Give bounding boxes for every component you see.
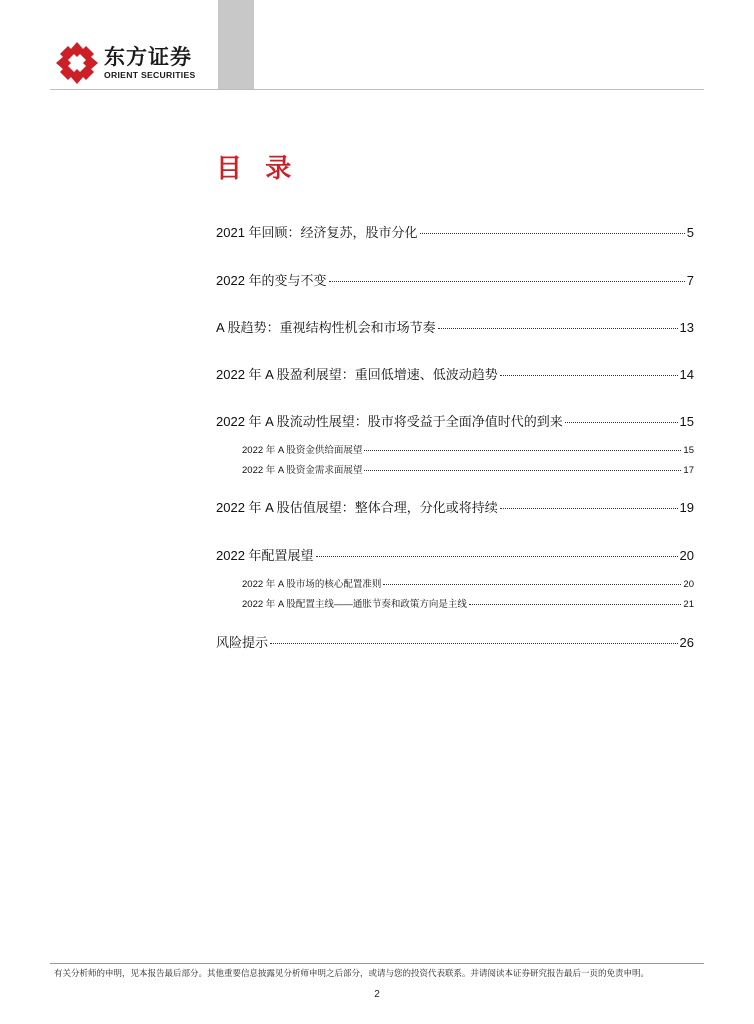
footer-disclaimer: 有关分析师的申明，见本报告最后部分。其他重要信息披露见分析师申明之后部分，或请与您的投资代表联系。并请阅读本证券研究报告最后一页的免责申明。 xyxy=(54,968,650,978)
toc-entry[interactable] xyxy=(216,545,694,564)
toc-entry[interactable] xyxy=(216,411,694,430)
company-name-en: ORIENT SECURITIES xyxy=(104,70,196,80)
toc-entry-label: 2022 年 A 股配置主线——通胀节奏和政策方向是主线 xyxy=(242,599,467,610)
toc-entry-label: 2022 年 A 股资金需求面展望 xyxy=(242,465,363,476)
toc-subentry[interactable] xyxy=(242,576,694,590)
toc-entry[interactable] xyxy=(216,317,694,336)
toc-entry-page: 14 xyxy=(679,367,694,382)
page-header xyxy=(0,0,754,90)
toc-leader-dots xyxy=(500,375,678,376)
footer-divider xyxy=(50,963,704,964)
toc-leader-dots xyxy=(438,328,678,329)
toc-entry-label: 2022 年 A 股资金供给面展望 xyxy=(242,445,363,456)
header-gray-bar xyxy=(218,0,254,90)
toc-entry-page: 7 xyxy=(686,273,694,288)
company-name-cn: 东方证券 xyxy=(104,46,192,69)
toc-leader-dots xyxy=(270,643,678,644)
toc-leader-dots xyxy=(469,604,682,605)
toc-entry-page: 20 xyxy=(679,548,694,563)
orient-logo-icon xyxy=(54,40,100,86)
page-number: 2 xyxy=(374,989,380,1000)
header-divider xyxy=(50,89,704,90)
toc-entry-label: 2022 年配置展望 xyxy=(216,548,314,563)
toc-leader-dots xyxy=(420,233,685,234)
toc-subentry[interactable] xyxy=(242,442,694,456)
toc-entry-label: 风险提示 xyxy=(216,635,269,650)
toc-leader-dots xyxy=(316,556,678,557)
toc-entry-page: 26 xyxy=(679,635,694,650)
toc-entry-label: 2021 年回顾：经济复苏，股市分化 xyxy=(216,225,418,240)
toc-entry-page: 17 xyxy=(683,465,694,476)
toc-title: 目 录 xyxy=(216,153,300,183)
toc-entry-page: 20 xyxy=(683,579,694,590)
toc-entry-label: 2022 年 A 股市场的核心配置准则 xyxy=(242,579,382,590)
toc-leader-dots xyxy=(500,508,678,509)
company-logo xyxy=(54,40,214,86)
toc-entry-label: 2022 年 A 股盈利展望：重回低增速、低波动趋势 xyxy=(216,367,498,382)
toc-leader-dots xyxy=(565,422,678,423)
toc-entry-page: 5 xyxy=(686,225,694,240)
toc-entry[interactable] xyxy=(216,364,694,383)
toc-leader-dots xyxy=(383,584,681,585)
toc-entry[interactable] xyxy=(216,270,694,289)
toc-entry[interactable] xyxy=(216,632,694,651)
toc-leader-dots xyxy=(329,281,685,282)
toc-entry-page: 15 xyxy=(683,445,694,456)
toc-subentry[interactable] xyxy=(242,596,694,610)
toc-leader-dots xyxy=(364,450,681,451)
toc-entry[interactable] xyxy=(216,497,694,516)
toc-entry-page: 13 xyxy=(679,320,694,335)
toc-entry[interactable] xyxy=(216,222,694,241)
toc-entry-page: 19 xyxy=(679,500,694,515)
toc-entry-label: 2022 年的变与不变 xyxy=(216,273,327,288)
toc-entry-label: 2022 年 A 股流动性展望：股市将受益于全面净值时代的到来 xyxy=(216,414,563,429)
toc-entry-label: A 股趋势：重视结构性机会和市场节奏 xyxy=(216,320,436,335)
toc-entry-page: 21 xyxy=(683,599,694,610)
toc-entry-label: 2022 年 A 股估值展望：整体合理，分化或将持续 xyxy=(216,500,498,515)
toc-entry-page: 15 xyxy=(679,414,694,429)
toc-leader-dots xyxy=(364,470,681,471)
toc-subentry[interactable] xyxy=(242,462,694,476)
